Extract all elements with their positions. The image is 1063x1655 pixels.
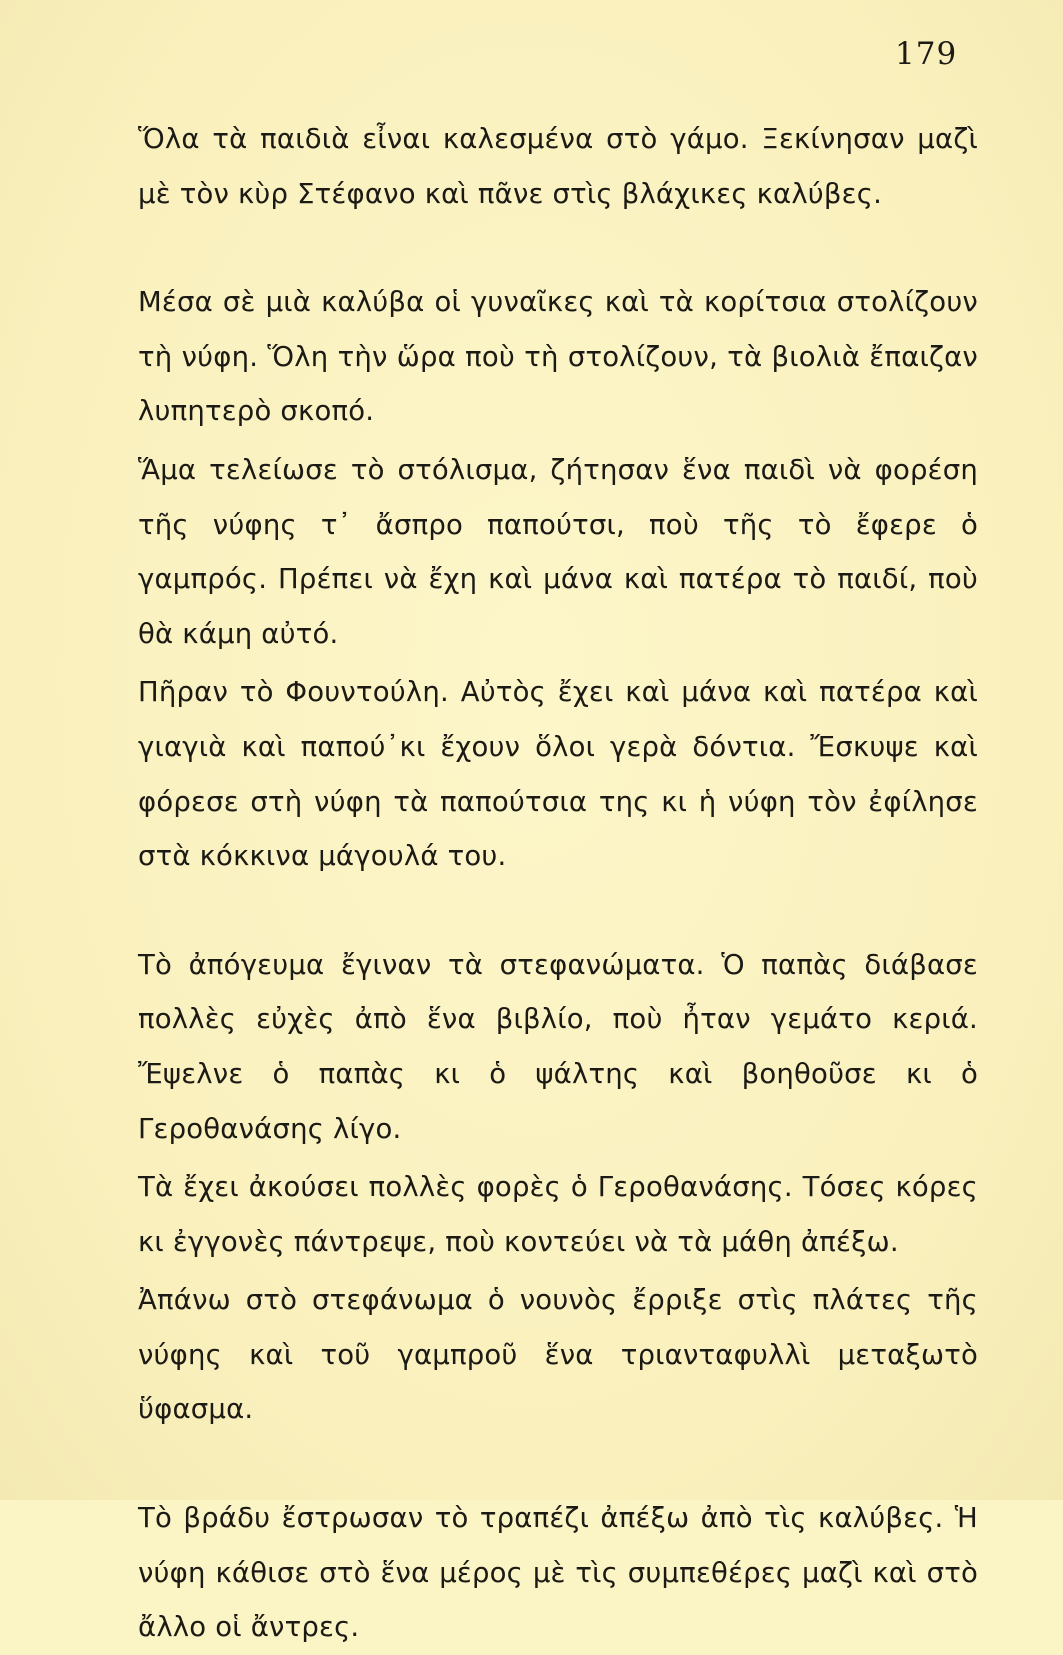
paragraph: Ὅλα τὰ παιδιὰ εἶναι καλεσμένα στὸ γάμο. Ξεκίνησαν μαζὶ μὲ τὸν κὺρ Στέφανο καὶ πᾶνε στὶς βλάχικες καλύβες.: [138, 123, 978, 210]
paragraph: Ἀπάνω στὸ στεφάνωμα ὁ νουνὸς ἔρριξε στὶς πλάτες τῆς νύφης καὶ τοῦ γαμπροῦ ἕνα τριανταφυλλὶ μεταξωτὸ ὕφασμα.: [138, 1284, 978, 1426]
paragraph: Μέσα σὲ μιὰ καλύβα οἱ γυναῖκες καὶ τὰ κορίτσια στολίζουν τὴ νύφη. Ὅλη τὴν ὥρα ποὺ τὴ στολίζουν, τὰ βιολιὰ ἔπαιζαν λυπητερὸ σκοπό.: [138, 286, 978, 428]
body-text: [138, 112, 978, 1655]
paragraph: Τὸ ἀπόγευμα ἔγιναν τὰ στεφανώματα. Ὁ παπὰς διάβασε πολλὲς εὐχὲς ἀπὸ ἕνα βιβλίο, ποὺ ἦταν γεμάτο κεριά. Ἔψελνε ὁ παπὰς κι ὁ ψάλτης καὶ βοηθοῦσε κι ὁ Γεροθανάσης λίγο.: [138, 948, 978, 1145]
paragraph: Πῆραν τὸ Φουντούλη. Αὐτὸς ἔχει καὶ μάνα καὶ πατέρα καὶ γιαγιὰ καὶ παπού᾽κι ἔχουν ὅλοι γερὰ δόντια. Ἔσκυψε καὶ φόρεσε στὴ νύφη τὰ παπούτσια της κι ἡ νύφη τὸν ἐφίλησε στὰ κόκκινα μάγουλά του.: [138, 676, 978, 873]
paragraph: Τὰ ἔχει ἀκούσει πολλὲς φορὲς ὁ Γεροθανάσης. Τόσες κόρες κι ἐγγονὲς πάντρεψε, ποὺ κοντεύει νὰ τὰ μάθη ἀπέξω.: [138, 1171, 978, 1258]
paragraph: Τὸ βράδυ ἔστρωσαν τὸ τραπέζι ἀπέξω ἀπὸ τὶς καλύβες. Ἡ νύφη κάθισε στὸ ἕνα μέρος μὲ τὶς συμπεθέρες μαζὶ καὶ στὸ ἄλλο οἱ ἄντρες.: [138, 1502, 978, 1644]
page-number: 179: [895, 36, 958, 72]
paragraph: Ἅμα τελείωσε τὸ στόλισμα, ζήτησαν ἕνα παιδὶ νὰ φορέση τῆς νύφης τ᾽ ἄσπρο παπούτσι, ποὺ τῆς τὸ ἔφερε ὁ γαμπρός. Πρέπει νὰ ἔχη καὶ μάνα καὶ πατέρα τὸ παιδί, ποὺ θὰ κάμη αὐτό.: [138, 453, 978, 650]
